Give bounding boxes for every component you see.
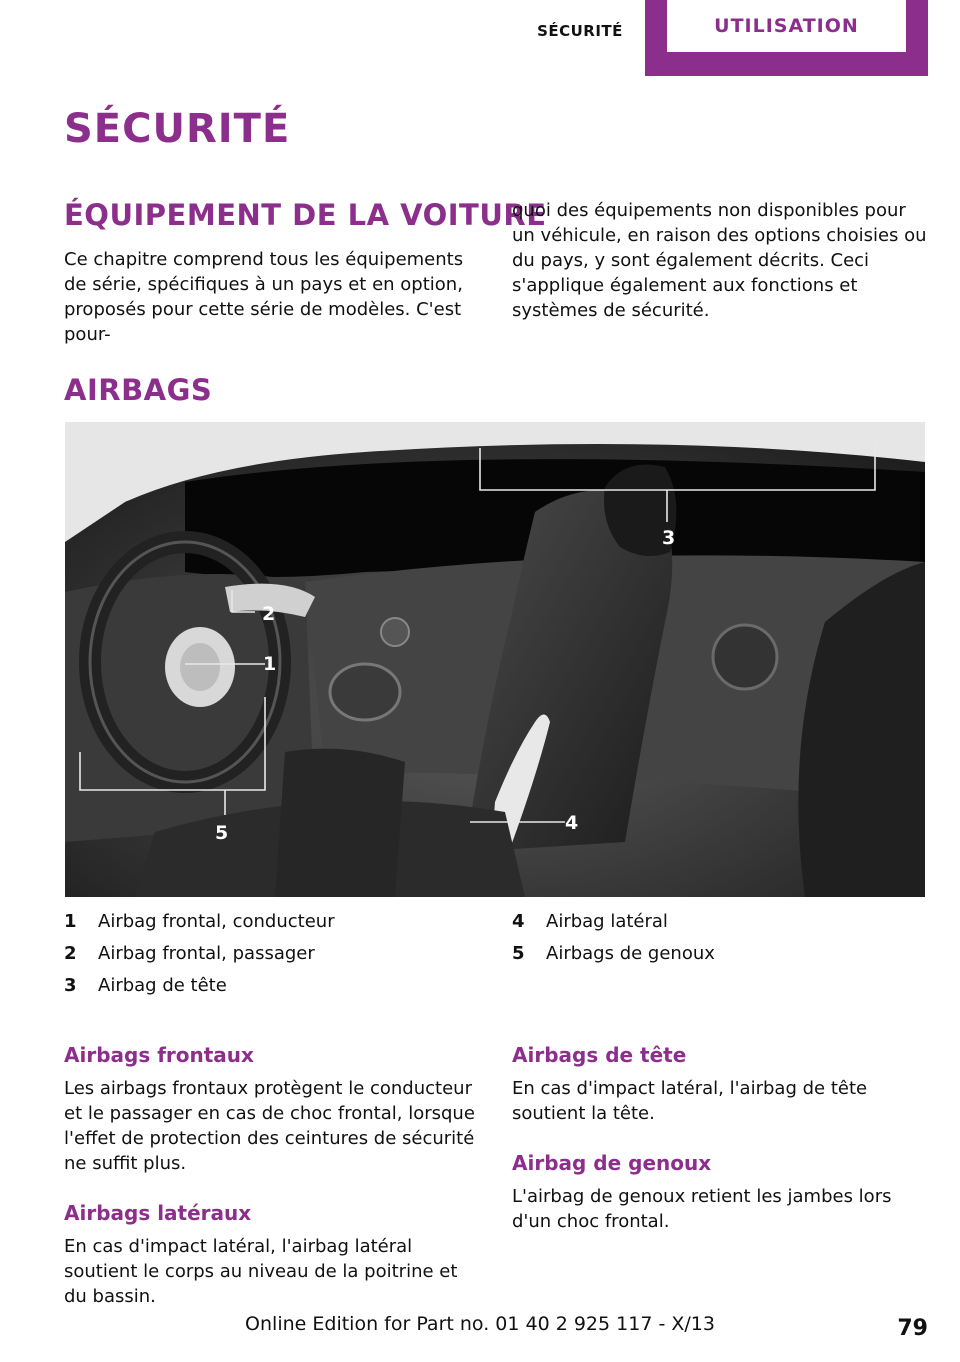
- tete-heading: Airbags de tête: [512, 1043, 687, 1067]
- frontaux-heading: Airbags frontaux: [64, 1043, 254, 1067]
- airbags-heading: AIRBAGS: [64, 373, 213, 407]
- legend-item: 1 Airbag frontal, conducteur: [64, 910, 335, 932]
- footer-edition: Online Edition for Part no. 01 40 2 925 117 - X/13: [245, 1313, 715, 1335]
- legend-item: 4 Airbag latéral: [512, 910, 668, 932]
- page-number: 79: [897, 1316, 928, 1341]
- tab-utilisation[interactable]: UTILISATION: [667, 0, 906, 52]
- legend-item: 5 Airbags de genoux: [512, 942, 715, 964]
- legend-item: 2 Airbag frontal, passager: [64, 942, 315, 964]
- equipment-text-col1: Ce chapitre comprend tous les équipements de série, spécifiques à un pays et en option, proposés pour cette série de modèles. C'est pour-: [64, 249, 464, 345]
- genoux-heading: Airbag de genoux: [512, 1151, 712, 1175]
- legend-item: 3 Airbag de tête: [64, 974, 227, 996]
- callout-4: 4: [565, 812, 579, 834]
- frontaux-text: Les airbags frontaux protègent le conducteur et le passager en cas de choc frontal, lorsque l'effet de protection des ceintures de sécurité ne suffit plus.: [64, 1078, 475, 1174]
- callout-5: 5: [215, 822, 229, 844]
- header-tab-frame: [645, 0, 928, 76]
- lateraux-text: En cas d'impact latéral, l'airbag latéral soutient le corps au niveau de la poitrine et du bassin.: [64, 1236, 458, 1307]
- callout-3: 3: [662, 527, 676, 549]
- genoux-text: L'airbag de genoux retient les jambes lors d'un choc frontal.: [512, 1186, 892, 1232]
- legend-right: [512, 905, 932, 969]
- callout-2: 2: [262, 603, 276, 625]
- page-title: SÉCURITÉ: [64, 106, 291, 152]
- car-interior-photo: [65, 422, 925, 897]
- header-section-label: SÉCURITÉ: [537, 22, 623, 40]
- equipment-heading: ÉQUIPEMENT DE LA VOITURE: [64, 198, 547, 232]
- callout-1: 1: [263, 653, 277, 675]
- legend-left: [64, 905, 484, 1001]
- car-interior-illustration: [65, 422, 925, 897]
- lateraux-heading: Airbags latéraux: [64, 1201, 252, 1225]
- tete-text: En cas d'impact latéral, l'airbag de tête soutient la tête.: [512, 1078, 868, 1124]
- equipment-text-col2: quoi des équipements non disponibles pour un véhicule, en raison des options choisies ou du pays, y sont également décrits. Ceci s'applique également aux fonctions et systèmes de sécurité.: [512, 200, 927, 321]
